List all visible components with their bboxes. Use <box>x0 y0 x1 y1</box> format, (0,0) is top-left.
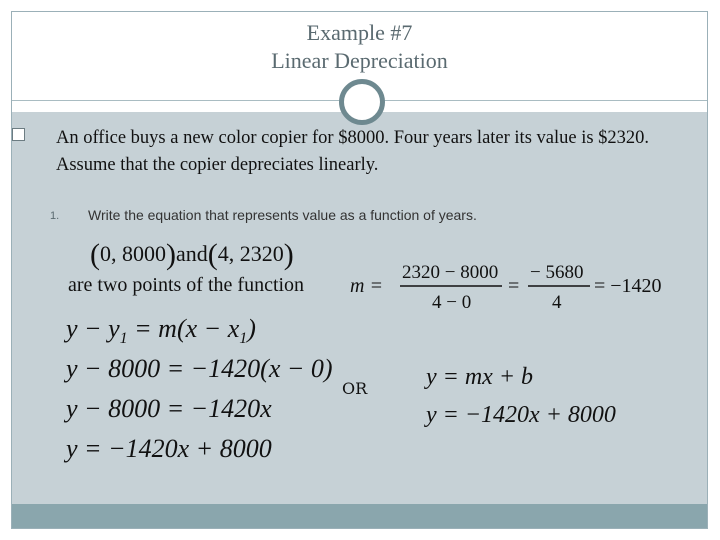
equation-substituted: y − 8000 = −1420(x − 0) <box>66 354 333 383</box>
title-line-2: Linear Depreciation <box>271 48 448 73</box>
eq1-subscript: 1 <box>119 330 128 348</box>
footer-bar <box>12 504 707 528</box>
slide <box>11 11 708 529</box>
or-label: OR <box>342 379 368 398</box>
slope-denominator-2: 4 <box>552 292 562 313</box>
slope-m-label: m = <box>350 275 383 297</box>
slope-computation <box>350 258 670 324</box>
slope-result: = −1420 <box>594 275 662 297</box>
equation-point-slope <box>66 314 256 348</box>
equation-expanded: y − 8000 = −1420x <box>66 394 272 423</box>
slope-fractions <box>350 258 670 318</box>
list-item-text: Write the equation that represents value as a function of years. <box>88 207 477 223</box>
slope-numerator-1: 2320 − 8000 <box>402 262 499 283</box>
points-and: and <box>176 241 208 266</box>
bullet-box-icon <box>12 128 25 141</box>
point-one: 0, 8000 <box>100 241 166 266</box>
eq1-part: y − y <box>66 314 120 343</box>
equation-slope-intercept: y = mx + b <box>426 364 534 390</box>
title-line-1: Example #7 <box>306 20 413 45</box>
problem-statement: An office buys a new color copier for $8000. Four years later its value is $2320. Assume that the copier depreciates linearly. <box>56 128 650 175</box>
eq1-close: ) <box>247 314 256 343</box>
eq1-rest: = m(x − x <box>127 314 240 343</box>
slope-equals: = <box>508 275 520 297</box>
slope-denominator-1: 4 − 0 <box>432 292 472 313</box>
list-item-number: 1. <box>50 210 60 222</box>
points-expression: (0, 8000)and(4, 2320) <box>90 238 294 271</box>
circle-ornament-icon <box>339 79 385 125</box>
point-two: 4, 2320 <box>217 241 284 266</box>
equation-final: y = −1420x + 8000 <box>66 434 272 463</box>
equation-slope-intercept-final: y = −1420x + 8000 <box>426 402 616 428</box>
slope-numerator-2: − 5680 <box>530 262 584 283</box>
points-caption: are two points of the function <box>68 274 305 296</box>
eq1-subscript-2: 1 <box>239 330 248 348</box>
